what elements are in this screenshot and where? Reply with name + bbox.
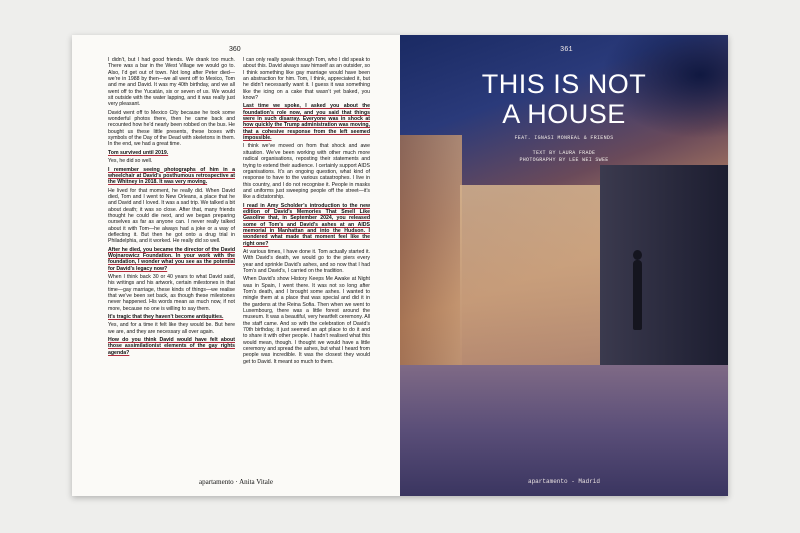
photo-floor	[400, 365, 728, 496]
interview-question: Tom survived until 2019.	[108, 149, 169, 156]
right-footer: apartamento - Madrid	[527, 478, 600, 485]
text-column-2	[243, 57, 370, 467]
interview-question: Last time we spoke, I asked you about the foundation’s role now, and you said that things were in such disarray. Everyone was in shock at how quickly the Trump administration was moving, that a cohesive response from the left seemed impossible.	[243, 103, 370, 142]
magazine-spread	[72, 35, 728, 496]
feature-credit: FEAT. IGNASI MONREAL & FRIENDS	[514, 135, 614, 141]
interview-question: I remember seeing photographs of him in a wheelchair at David’s posthumous retrospective at the Whitney in 2018. It was very moving.	[108, 166, 235, 186]
photo-dark-doorway	[600, 165, 728, 395]
left-footer: apartamento · Anita Vitale	[199, 478, 273, 486]
photo-back-wall	[460, 185, 600, 385]
left-page-number: 360	[229, 46, 241, 53]
interview-answer: When I think back 30 or 40 years to what David said, his writings and his artwork, certain milestones in that time—gay marriage, these kinds of things—we realise that we’ve been set back, as though these milestones never happened. His words mean as much now, if not more, because no one is willing to say them.	[108, 274, 235, 312]
interview-question: It’s tragic that they haven’t become antiquities.	[108, 314, 224, 321]
text-credit: TEXT BY LAURA FRADE	[532, 150, 596, 156]
interview-answer: I think we’ve moved on from that shock and awe situation. We’ve been working with other much more radical organisations, reposting their statements and trying to extend their audience. I certainly support AIDS organisations. It’s an ongoing question, what kind of response to have to the various catastrophes. I live in this country, and I do not recognise it. People in masks and uniforms just sweeping people off the street—it’s like a dictatorship.	[243, 143, 370, 201]
right-page	[400, 35, 728, 496]
photo-person-head	[633, 250, 642, 260]
interview-question: How do you think David would have felt about those assimilationist elements of the gay rights agenda?	[108, 337, 235, 356]
interview-answer: I didn’t, but I had good friends. We drank too much. There was a bar in the West Village we would go to. Also, I’d get out of town. Not long after Peter died—we’re in 1988 by then—we all went off to Mexico, Tom and me and David. It was my 40th birthday, and we all went off to the Yucatán, six or seven of us. We would sit outside with the water lapping, and it was really just very pleasant.	[108, 57, 235, 108]
right-page-number: 361	[560, 46, 573, 54]
interview-answer: He lived for that moment, he really did. When David died, Tom and I went to New Orleans, a place that he and David and I loved. It was a sad trip. We talked a bit about death; it was so close. After that, many friends thought he could die next, and we began preparing ourselves as far as anyone can. I never really talked about it with Tom—he always had a joke or a way of deflecting it. But then he got onto a drug trial in Philadelphia, and it worked. He really did so well.	[108, 187, 235, 245]
photo-person	[633, 260, 642, 330]
interview-answer: Yes, he did so well.	[108, 158, 153, 165]
left-page	[72, 35, 400, 496]
interview-columns	[108, 57, 370, 467]
interview-question: After he died, you became the director of the David Wojnarowicz Foundation. In your work with the foundation, I wonder what you see as the potential for David’s legacy now?	[108, 246, 235, 272]
title-line-1: THIS IS NOT	[481, 69, 647, 99]
interview-question: I read in Amy Scholder’s introduction to the new edition of David’s Memories That Smell Like Gasoline that, in September 2024, you released some of Tom’s and David’s ashes at an AIDS memorial in Manhattan and into the Hudson. I wondered what made that moment feel like the right one?	[243, 202, 370, 247]
title-line-2: A HOUSE	[502, 99, 626, 129]
interview-answer: Yes, and for a time it felt like they would be. But here we are, and they are necessary all over again.	[108, 322, 235, 335]
text-column-1	[108, 57, 235, 467]
article-title	[400, 69, 728, 129]
photo-credit: PHOTOGRAPHY BY LEE WEI SWEE	[519, 157, 609, 163]
interview-answer: When David’s show History Keeps Me Awake at Night was in Spain, I went there. It was not so long after Tom’s death, and I brought some ashes. I wanted to mingle them at a place that was special and did it in the gardens at the Reina Sofia. Then when we went to Luxembourg, there was a little forest around the museum. It was a beautiful, very heartfelt ceremony. All the staff came. And so with the celebration of David’s 70th birthday, it just seemed an apt place to do it and to share it with other people. I hadn’t realised what this would mean, though. I thought we would have a little ceremony and spread the ashes, but what I heard from people was incredible. It was the closest they would get to David. It meant so much to them.	[243, 276, 370, 365]
interview-answer: At various times, I have done it. Tom actually started it. With David’s death, we would go to the piers every year and sprinkle David’s ashes, and so now that I had Tom’s and David’s, I carried on the tradition.	[243, 248, 370, 274]
interview-answer: I can only really speak through Tom, who I did speak to about this. David always saw himself as an outsider, so I think something like gay marriage would have been an abstraction for him. Tom, I think, appreciated it, but he didn’t necessarily want it. I guess it was something like the icing on a cake that wasn’t yet baked, you know?	[243, 57, 370, 102]
interview-answer: David went off to Mexico City because he took some wonderful photos there, then he came back and recounted how he’d nearly been robbed on the bus. He bought us these little presents, these boxes with symbols of the Day of the Dead with skeletons in them. In the end, we had a great time.	[108, 109, 235, 148]
